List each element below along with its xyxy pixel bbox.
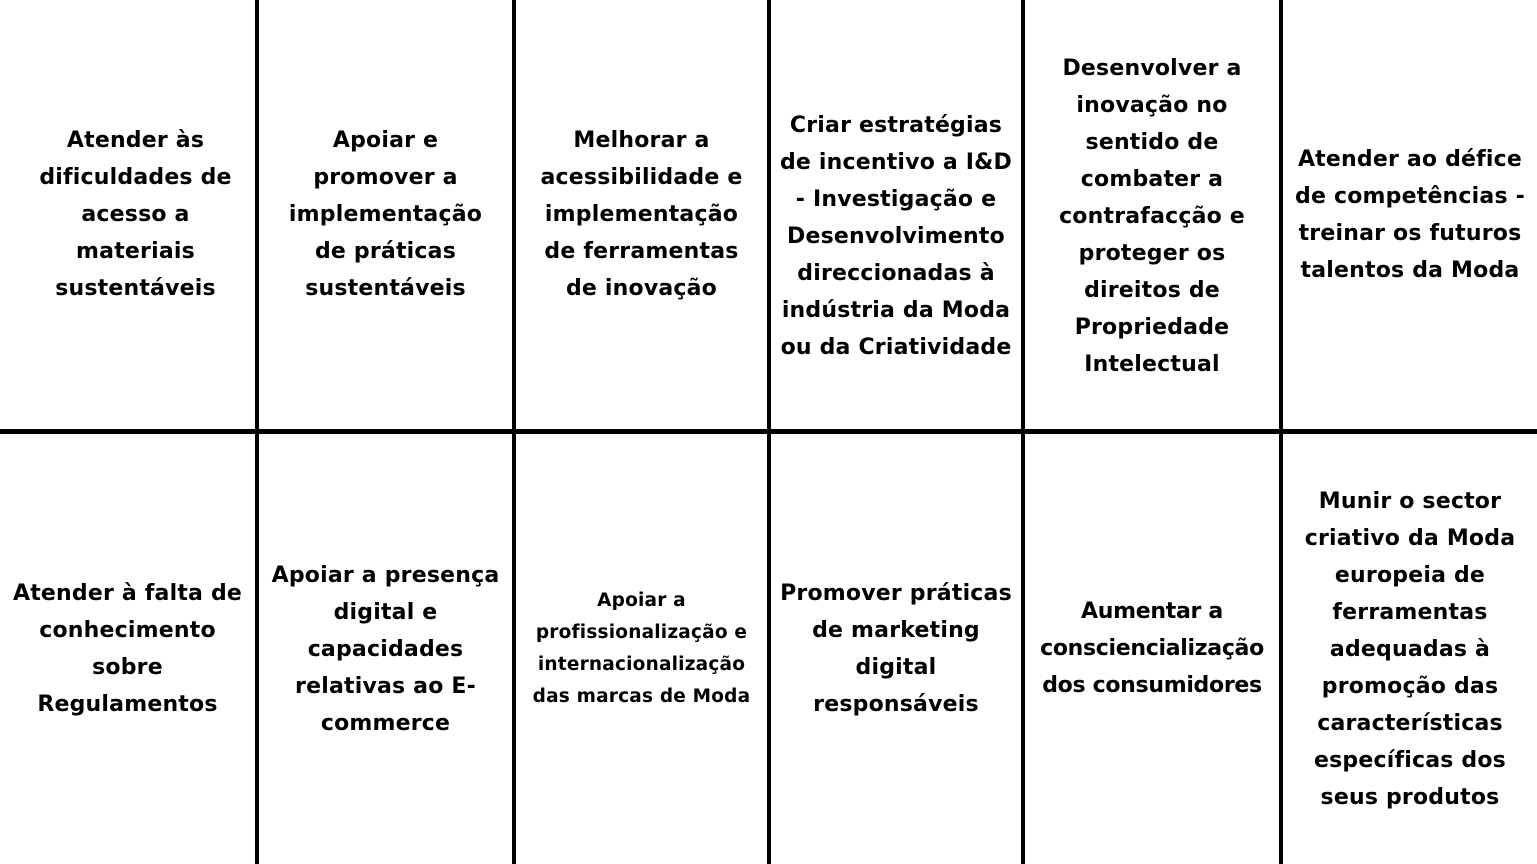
cell-text: Atender ao défice de competências - treinar os futuros talentos da Moda [1295,146,1525,283]
cell-text: Aumentar a consciencialização dos consumidores [1040,598,1264,698]
cell-text: Munir o sector criativo da Moda europeia de ferramentas adequadas à promoção das características específicas dos seus produtos [1304,488,1516,810]
cell-text: Apoiar a profissionalização e internacionalização das marcas de Moda [532,590,751,707]
grid-cell-r2-c6 [1283,434,1537,864]
grid-cell-r1-c6 [1283,0,1537,429]
grid-cell-r2-c1 [0,434,255,864]
grid-cell-r1-c3 [516,0,767,429]
cell-text: Promover práticas de marketing digital responsáveis [780,581,1012,717]
grid-cell-r1-c1 [0,0,255,429]
grid-cell-r1-c5 [1025,0,1279,432]
grid-cell-r2-c2 [259,434,512,864]
cell-text: Atender à falta de conhecimento sobre Regulamentos [12,581,243,717]
cell-text: Criar estratégias de incentivo a I&D - Investigação e Desenvolvimento direccionadas à indústria da Moda ou da Criatividade [779,112,1013,360]
cell-text: Melhorar a acessibilidade e implementação de ferramentas de inovação [540,128,743,301]
cell-text: Apoiar e promover a implementação de práticas sustentáveis [288,128,483,301]
cell-text: Apoiar a presença digital e capacidades relativas ao E-commerce [271,562,500,736]
grid-cell-r2-c5 [1025,434,1279,862]
grid-cell-r1-c4 [771,0,1021,472]
grid-cell-r2-c3 [516,434,767,864]
cell-text: Desenvolver a inovação no sentido de combater a contrafacção e proteger os direitos de Propriedade Intelectual [1059,55,1245,377]
grid-cell-r1-c2 [259,0,512,429]
grid-cell-r2-c4 [771,434,1021,864]
cell-text: Atender às dificuldades de acesso a materiais sustentáveis [39,128,232,301]
